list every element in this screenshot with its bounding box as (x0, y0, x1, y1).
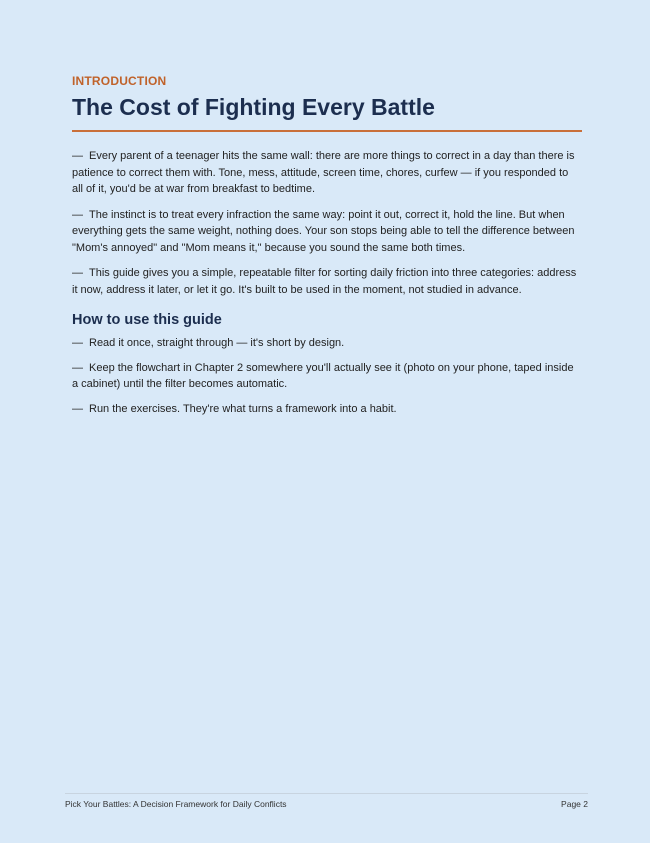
page-footer (65, 793, 588, 810)
dash-marker: — (72, 402, 83, 415)
dash-marker: — (72, 361, 83, 374)
dash-marker: — (72, 208, 83, 221)
intro-paragraph-1 (72, 148, 582, 198)
paragraph-text: This guide gives you a simple, repeatable filter for sorting daily friction into three categories: address it now, address it later, or let it go. It's built to be used in the moment, not studied in advance. (72, 267, 577, 296)
dash-marker: — (72, 267, 83, 279)
intro-paragraph-3 (72, 265, 582, 298)
footer-book-title: Pick Your Battles: A Decision Framework for Daily Conflicts (65, 799, 287, 809)
how-to-heading: How to use this guide (72, 312, 222, 328)
title-divider (72, 130, 582, 132)
dash-marker: — (72, 150, 83, 162)
paragraph-text: Every parent of a teenager hits the same wall: there are more things to correct in a day than there is patience to correct them with. Tone, mess, attitude, screen time, chores, curfew — if you responded to all of it, you'd be at war from breakfast to bedtime. (72, 150, 575, 195)
how-to-item-2 (72, 360, 582, 393)
section-eyebrow: INTRODUCTION (72, 74, 167, 88)
page-content (72, 74, 582, 417)
how-to-item-1 (72, 335, 582, 352)
page-number: Page 2 (561, 799, 588, 809)
list-item-text: Read it once, straight through — it's short by design. (89, 337, 345, 349)
paragraph-text: The instinct is to treat every infraction the same way: point it out, correct it, hold the line. But when everything gets the same weight, nothing does. Your son stops being able to tell the difference between "Mom's annoyed" and "Mom means it," because you sound the same both times. (72, 208, 575, 254)
page-title: The Cost of Fighting Every Battle (72, 94, 435, 120)
how-to-item-3 (72, 401, 582, 418)
list-item-text: Keep the flowchart in Chapter 2 somewhere you'll actually see it (photo on your phone, taped inside a cabinet) until the filter becomes automatic. (72, 361, 574, 390)
intro-paragraph-2 (72, 207, 582, 257)
dash-marker: — (72, 337, 83, 349)
list-item-text: Run the exercises. They're what turns a framework into a habit. (89, 402, 397, 415)
